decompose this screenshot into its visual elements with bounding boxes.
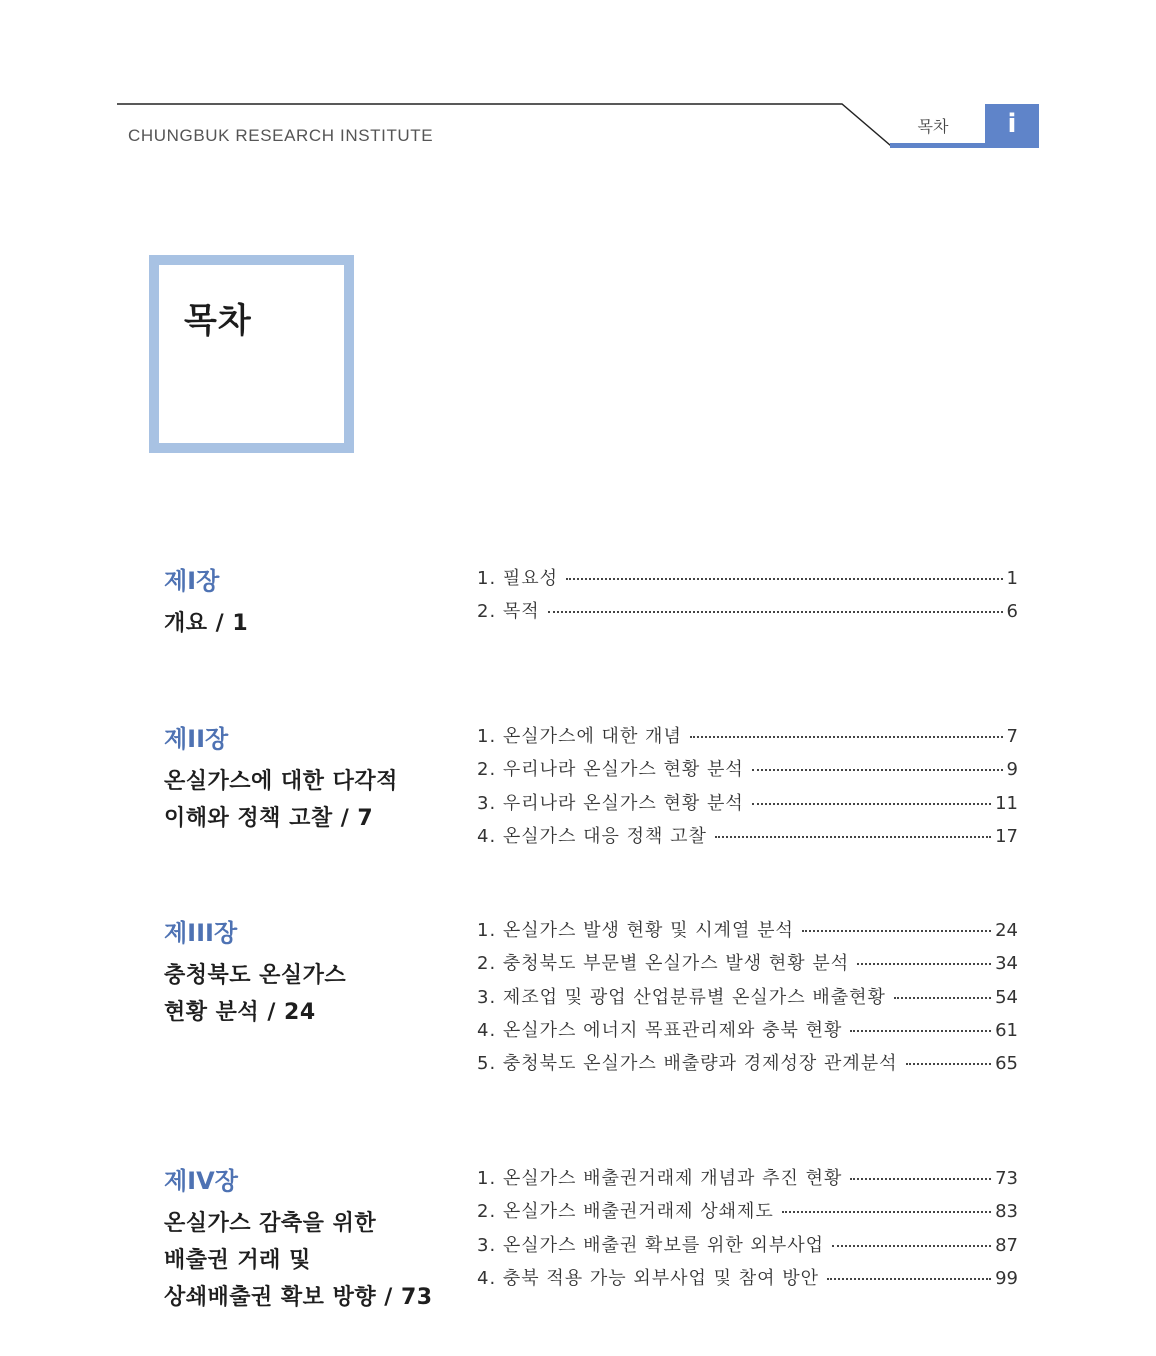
toc-entry[interactable] — [477, 755, 1018, 788]
chapter-title: 충청북도 온실가스 — [164, 963, 347, 988]
chapter-title: 이해와 정책 고찰 / 7 — [164, 806, 374, 831]
dot-leader — [850, 1029, 991, 1032]
toc-entry-page: 6 — [1006, 601, 1018, 623]
toc-entry-label: 4. 온실가스 대응 정책 고찰 — [477, 825, 707, 847]
toc-entry-label: 1. 온실가스에 대한 개념 — [477, 726, 682, 747]
dot-leader — [857, 962, 991, 965]
toc-entry[interactable] — [477, 722, 1018, 755]
toc-entry[interactable] — [477, 597, 1018, 630]
toc-entry-label: 4. 온실가스 에너지 목표관리제와 충북 현황 — [477, 1019, 843, 1041]
chapter-title: 상쇄배출권 확보 방향 / 73 — [164, 1285, 433, 1310]
chapter-title: 배출권 거래 및 — [164, 1248, 311, 1273]
toc-entry[interactable] — [477, 1049, 1018, 1082]
toc-entry-page: 83 — [995, 1201, 1018, 1223]
page-number-badge: i — [985, 104, 1039, 144]
chapter-1-entries — [477, 564, 1018, 631]
chapter-title: 온실가스 감축을 위한 — [164, 1211, 377, 1236]
toc-entry-page: 9 — [1006, 759, 1018, 781]
toc-entry-label: 3. 제조업 및 광업 산업분류별 온실가스 배출현황 — [477, 986, 886, 1008]
toc-entry-page: 7 — [1006, 726, 1018, 747]
toc-entry-label: 2. 온실가스 배출권거래제 상쇄제도 — [477, 1201, 774, 1223]
chapter-3-entries — [477, 916, 1018, 1082]
section-label: 목차 — [917, 117, 949, 136]
chapter-title: 개요 / 1 — [164, 611, 249, 636]
chapter-number: 제III장 — [164, 919, 238, 947]
toc-entry[interactable] — [477, 564, 1018, 597]
dot-leader — [782, 1210, 991, 1213]
toc-entry-label: 1. 온실가스 발생 현황 및 시계열 분석 — [477, 920, 794, 941]
toc-entry-label: 1. 필요성 — [477, 568, 559, 589]
chapter-title: 온실가스에 대한 다각적 — [164, 769, 398, 794]
toc-entry[interactable] — [477, 1197, 1018, 1230]
chapter-number: 제II장 — [164, 725, 229, 753]
institute-name: CHUNGBUK RESEARCH INSTITUTE — [128, 126, 434, 145]
toc-entry-page: 24 — [995, 920, 1018, 941]
dot-leader — [827, 1277, 991, 1280]
dot-leader — [690, 735, 1003, 738]
dot-leader — [566, 577, 1002, 580]
chapter-4-heading — [164, 1167, 464, 1316]
toc-entry-label: 1. 온실가스 배출권거래제 개념과 추진 현황 — [477, 1168, 843, 1189]
toc-entry-label: 5. 충청북도 온실가스 배출량과 경제성장 관계분석 — [477, 1053, 898, 1075]
toc-entry[interactable] — [477, 949, 1018, 982]
chapter-1-heading — [164, 567, 464, 642]
toc-entry-page: 65 — [995, 1053, 1018, 1075]
chapter-title: 현황 분석 / 24 — [164, 1000, 316, 1025]
toc-entry-page: 54 — [995, 986, 1018, 1008]
toc-entry-page: 99 — [995, 1267, 1018, 1289]
toc-entry-label: 2. 우리나라 온실가스 현황 분석 — [477, 759, 744, 781]
toc-entry-page: 34 — [995, 953, 1018, 975]
toc-title: 목차 — [184, 301, 252, 341]
toc-entry-label: 4. 충북 적용 가능 외부사업 및 참여 방안 — [477, 1267, 820, 1289]
dot-leader — [752, 802, 991, 805]
dot-leader — [752, 768, 1003, 771]
chapter-3-heading — [164, 919, 464, 1031]
toc-entry-page: 61 — [995, 1019, 1018, 1041]
toc-title-box — [149, 255, 354, 453]
chapter-4-entries — [477, 1164, 1018, 1297]
chapter-2-entries — [477, 722, 1018, 855]
toc-entry[interactable] — [477, 1016, 1018, 1049]
toc-entry-label: 2. 목적 — [477, 601, 540, 623]
dot-leader — [802, 929, 991, 932]
toc-entry[interactable] — [477, 1164, 1018, 1197]
toc-entry-page: 87 — [995, 1234, 1018, 1256]
dot-leader — [832, 1244, 991, 1247]
toc-entry-page: 1 — [1006, 568, 1018, 589]
toc-entry[interactable] — [477, 916, 1018, 949]
dot-leader — [850, 1177, 991, 1180]
toc-entry[interactable] — [477, 1231, 1018, 1264]
chapter-number: 제IV장 — [164, 1167, 238, 1195]
toc-entry[interactable] — [477, 1264, 1018, 1297]
toc-entry-label: 3. 우리나라 온실가스 현황 분석 — [477, 792, 744, 814]
dot-leader — [548, 610, 1003, 613]
toc-entry-label: 2. 충청북도 부문별 온실가스 발생 현황 분석 — [477, 953, 850, 975]
dot-leader — [715, 835, 991, 838]
toc-entry[interactable] — [477, 822, 1018, 855]
chapter-number: 제I장 — [164, 567, 220, 595]
toc-entry[interactable] — [477, 789, 1018, 822]
toc-entry-page: 73 — [995, 1168, 1018, 1189]
toc-entry-label: 3. 온실가스 배출권 확보를 위한 외부사업 — [477, 1234, 824, 1256]
toc-entry-page: 11 — [995, 792, 1018, 814]
dot-leader — [894, 996, 991, 999]
chapter-2-heading — [164, 725, 464, 837]
toc-entry-page: 17 — [995, 825, 1018, 847]
toc-entry[interactable] — [477, 983, 1018, 1016]
dot-leader — [906, 1062, 992, 1065]
